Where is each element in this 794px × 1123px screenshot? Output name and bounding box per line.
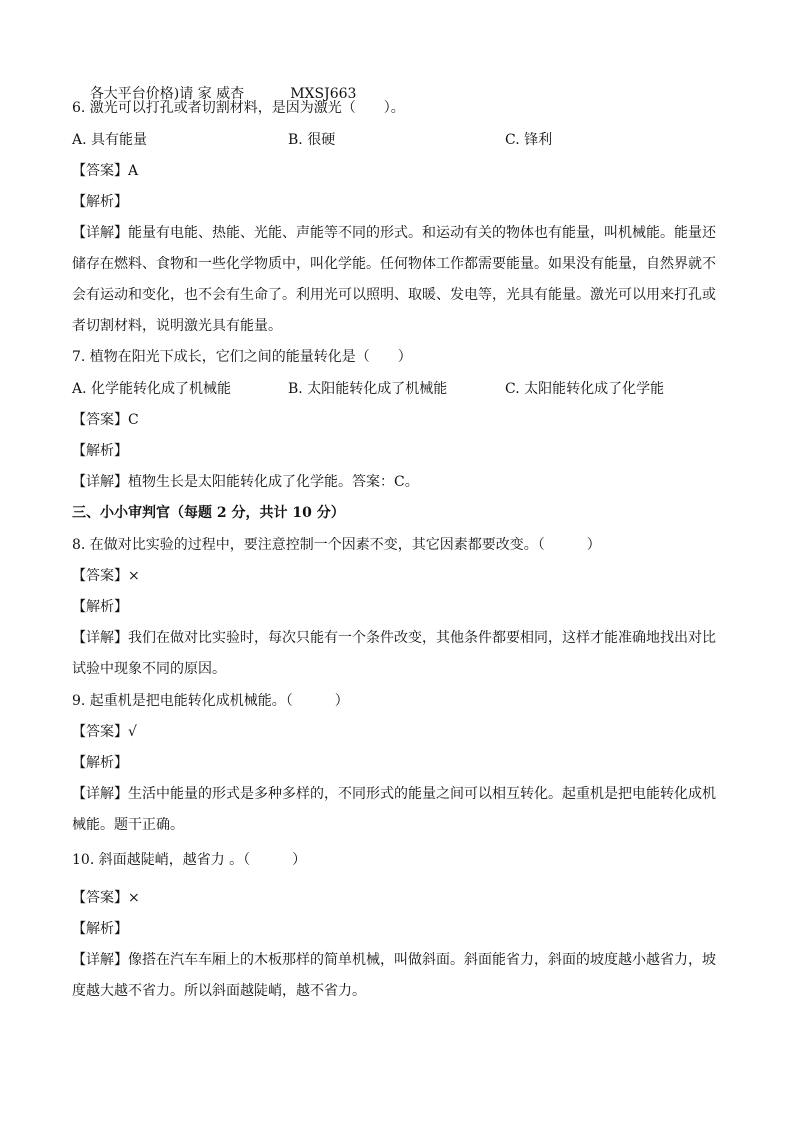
q6-stem: 6. 激光可以打孔或者切割材料，是因为激光（ ）。	[72, 100, 405, 116]
q6-option-a: A. 具有能量	[72, 132, 148, 148]
q9-stem: 9. 起重机是把电能转化成机械能。（ ）	[72, 693, 349, 709]
q9-analysis: 【解析】	[72, 755, 128, 771]
q7-stem: 7. 植物在阳光下成长，它们之间的能量转化是（ ）	[72, 349, 412, 365]
q10-detail: 【详解】像搭在汽车车厢上的木板那样的简单机械，叫做斜面。斜面能省力，斜面的坡度越小越省力，坡度越大越不省力。所以斜面越陡峭，越不省力。	[72, 952, 716, 999]
q7-option-b: B. 太阳能转化成了机械能	[288, 381, 448, 397]
q7-analysis: 【解析】	[72, 443, 128, 459]
q6-analysis: 【解析】	[72, 194, 128, 210]
q10-stem: 10. 斜面越陡峭，越省力 。（ ）	[72, 852, 307, 868]
q8-detail: 【详解】我们在做对比实验时，每次只能有一个条件改变，其他条件都要相同，这样才能准确地找出对比试验中现象不同的原因。	[72, 630, 716, 677]
q9-answer: 【答案】√	[72, 724, 137, 740]
q7-option-c: C. 太阳能转化成了化学能	[505, 381, 665, 397]
q10-analysis: 【解析】	[72, 921, 128, 937]
header-code: MXSJ663	[290, 86, 357, 102]
q6-option-b: B. 很硬	[288, 132, 336, 148]
q10-answer: 【答案】×	[72, 890, 140, 906]
section3-title: 三、小小审判官（每题 2 分，共计 10 分）	[72, 505, 345, 521]
q7-option-a: A. 化学能转化成了机械能	[72, 381, 232, 397]
q8-analysis: 【解析】	[72, 599, 128, 615]
q8-answer: 【答案】×	[72, 568, 140, 584]
q8-stem: 8. 在做对比实验的过程中，要注意控制一个因素不变，其它因素都要改变。（ ）	[72, 537, 601, 553]
header-text: 各大平台价格)请 家 威杏	[89, 86, 245, 102]
q9-detail: 【详解】生活中能量的形式是多种多样的，不同形式的能量之间可以相互转化。起重机是把电能转化成机械能。题干正确。	[72, 786, 716, 833]
q6-answer: 【答案】A	[72, 163, 139, 179]
q7-answer: 【答案】C	[72, 412, 139, 428]
q7-detail: 【详解】植物生长是太阳能转化成了化学能。答案：C。	[72, 474, 419, 490]
q6-detail: 【详解】能量有电能、热能、光能、声能等不同的形式。和运动有关的物体也有能量，叫机械能。能量还储存在燃料、食物和一些化学物质中，叫化学能。任何物体工作都需要能量。如果没有能量，自然界就不会有运动和变化，也不会有生命了。利用光可以照明、取暖、发电等，光具有能量。激光可以用来打孔或者切割材料，说明激光具有能量。	[72, 225, 716, 334]
q6-option-c: C. 锋利	[505, 132, 553, 148]
